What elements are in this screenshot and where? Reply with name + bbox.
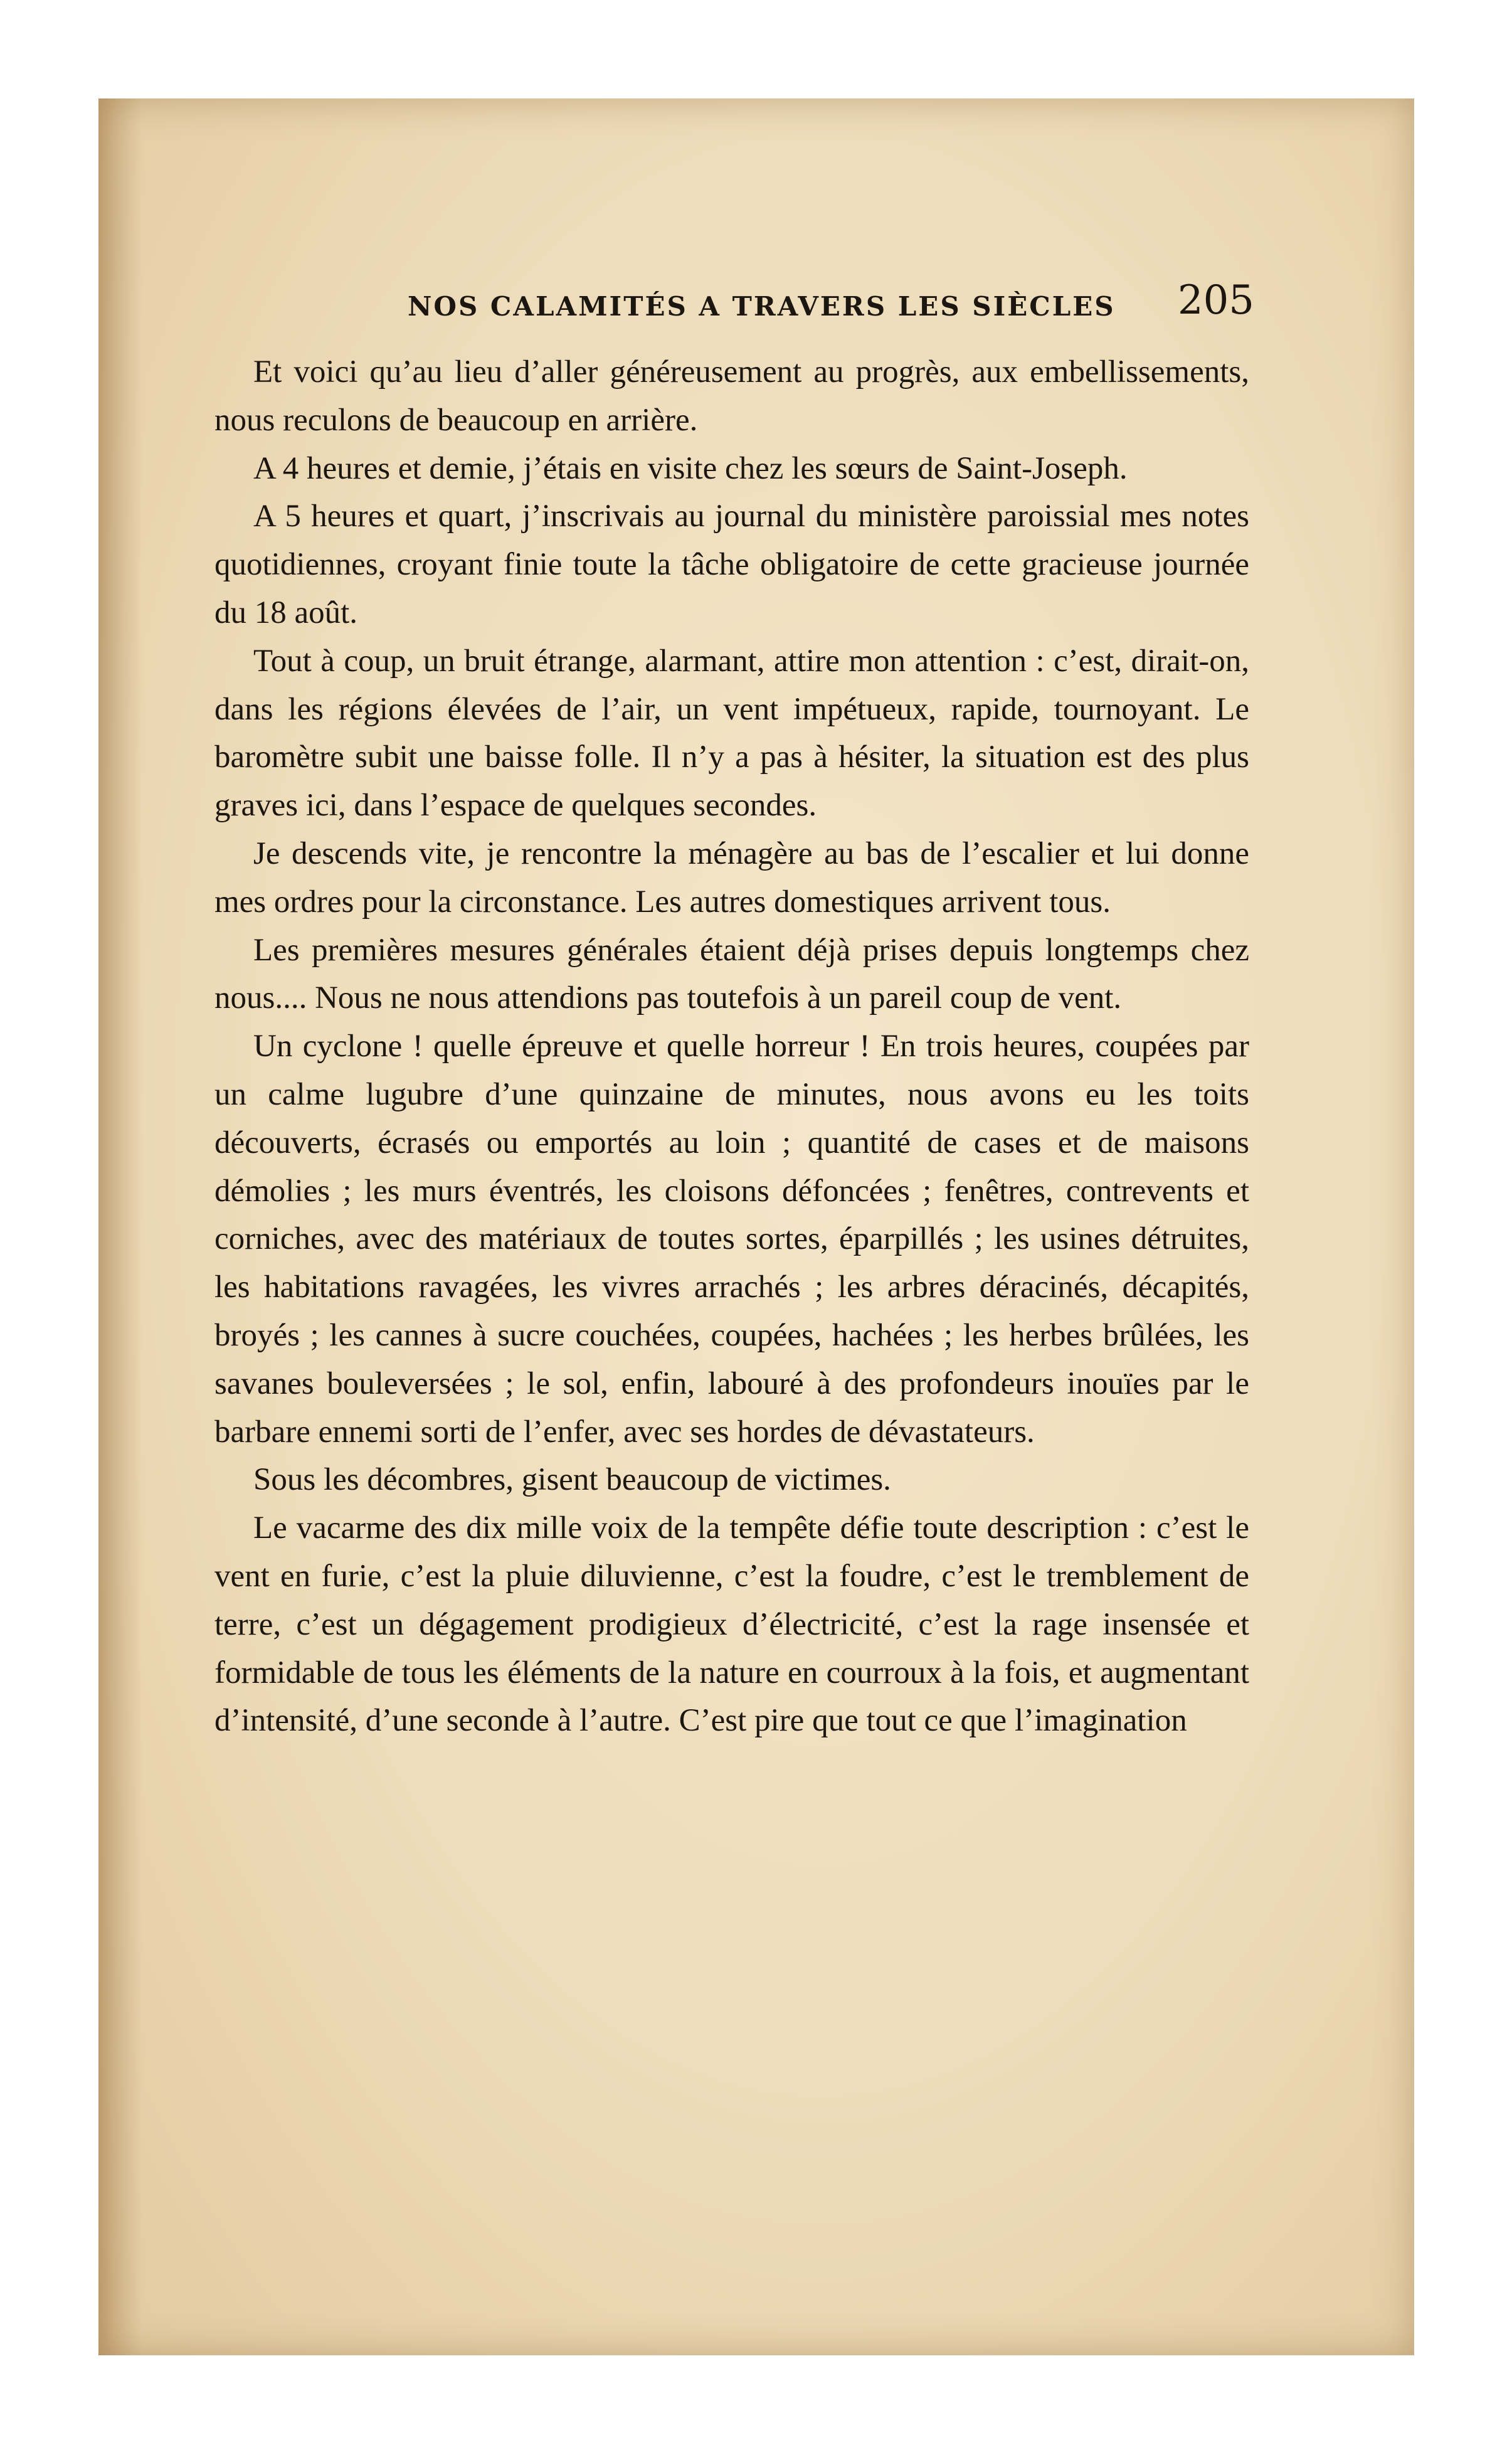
- body-text: [214, 348, 1249, 1745]
- paragraph: Les premières mesures générales étaient déjà prises depuis longtemps chez nous.... Nous ne nous attendions pas toutefois à un pareil coup de vent.: [214, 932, 1249, 1016]
- paragraph: Tout à coup, un bruit étrange, alarmant, attire mon attention : c’est, dirait-on, dans les régions élevées de l’air, un vent impétueux, rapide, tournoyant. Le baromètre subit une baisse folle. Il n’y a pas à hésiter, la situation est des plus graves ici, dans l’espace de quelques secondes.: [214, 643, 1249, 824]
- paragraph: Le vacarme des dix mille voix de la tempête défie toute description : c’est le vent en furie, c’est la pluie diluvienne, c’est la foudre, c’est le tremblement de terre, c’est un dégagement prodigieux d’électricité, c’est la rage insensée et formidable de tous les éléments de la nature en courroux à la fois, et augmentant d’intensité, d’une seconde à l’autre. C’est pire que tout ce que l’imagination: [214, 1510, 1249, 1739]
- page-header: [307, 277, 1254, 334]
- paragraph: Sous les décombres, gisent beaucoup de victimes.: [253, 1462, 891, 1498]
- paragraph: Et voici qu’au lieu d’aller généreusement au progrès, aux embellissements, nous reculons de beaucoup en arrière.: [214, 354, 1249, 438]
- paragraph: Je descends vite, je rencontre la ménagère au bas de l’escalier et lui donne mes ordres pour la circonstance. Les autres domestiques arrivent tous.: [214, 835, 1249, 920]
- paragraph: A 5 heures et quart, j’inscrivais au journal du ministère paroissial mes notes quotidiennes, croyant finie toute la tâche obligatoire de cette gracieuse journée du 18 août.: [214, 499, 1249, 630]
- running-title: NOS CALAMITÉS A TRAVERS LES SIÈCLES: [408, 291, 1116, 322]
- paragraph: A 4 heures et demie, j’étais en visite chez les sœurs de Saint-Joseph.: [253, 450, 1128, 486]
- paragraph: Un cyclone ! quelle épreuve et quelle horreur ! En trois heures, coupées par un calme lugubre d’une quinzaine de minutes, nous avons eu les toits découverts, écrasés ou emportés au loin ; quantité de cases et de maisons démolies ; les murs éventrés, les cloisons défoncées ; fenêtres, contrevents et corniches, avec des matériaux de toutes sortes, éparpillés ; les usines détruites, les habitations ravagées, les vivres arrachés ; les arbres déracinés, décapités, broyés ; les cannes à sucre couchées, coupées, hachées ; les herbes brûlées, les savanes bouleversées ; le sol, enfin, labouré à des profondeurs inouïes par le barbare ennemi sorti de l’enfer, avec ses hordes de dévastateurs.: [214, 1029, 1249, 1450]
- page-number: 205: [1177, 277, 1254, 324]
